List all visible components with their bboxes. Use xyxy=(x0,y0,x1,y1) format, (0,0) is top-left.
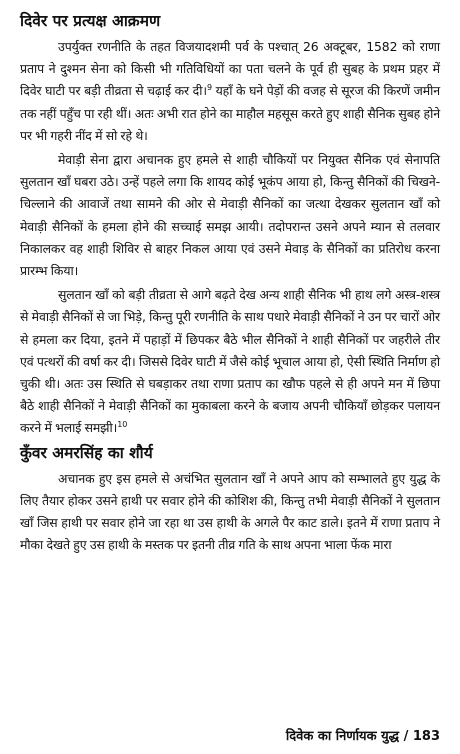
paragraph-text: मेवाड़ी सेना द्वारा अचानक हुए हमले से शाही चौकियों पर नियुक्त सैनिक एवं सेनापति सुलतान खाँ घबरा उठे। उन्हें पहले लगा कि शायद कोई भूकंप आया हो, किन्तु सैनिकों की चिखने-चिल्लाने की आवाजें तथा सामने की ओर से मेवाड़ी सैनिकों का जत्था देखकर सुलतान खाँ को मेवाड़ी सैनिकों के हमला होने की सच्चाई समझ आयी। तदोपरान्त उसने अपने म्यान से तलवार निकालकर वह शाही शिविर से बाहर निकल आया एवं उसने मेवाड़ के सैनिकों का प्रतिरोध करना प्रारम्भ किया। xyxy=(20,152,440,279)
section-heading-amarsingh-valour: कुँवर अमरसिंह का शौर्य xyxy=(20,443,153,462)
paragraph-text: अचानक हुए इस हमले से अचंभित सुलतान खाँ ने अपने आप को सम्भालते हुए युद्ध के लिए तैयार होकर उसने हाथी पर सवार होने की कोशिश की, किन्तु तभी मेवाड़ी सैनिकों ने सुलतान खाँ जिस हाथी पर सवार होने जा रहा था उस हाथी के अगले पैर काट डाले। इतने में राणा प्रताप ने मौका देखते हुए उस हाथी के मस्तक पर इतनी तीव्र गति के साथ अपना भाला फेंक मारा xyxy=(20,470,440,553)
footer-separator: / xyxy=(399,729,413,744)
page-number: 183 xyxy=(412,729,440,744)
paragraph-mewari-surprise xyxy=(20,149,440,282)
page-footer xyxy=(286,728,440,746)
section-heading-direct-attack: दिवेर पर प्रत्यक्ष आक्रमण xyxy=(20,12,161,30)
paragraph-sultan-khan-retreat xyxy=(20,284,440,439)
paragraph-text-continued: यहाँ के घने पेड़ों की वजह से सूरज की किरणें जमीन तक नहीं पहुँच पा रही थीं। अतः अभी रात होने का माहौल महसूस करते हुए शाही सैनिक सुबह होने पर भी गहरी नींद में सो रहे थे। xyxy=(20,83,440,143)
paragraph-attack-intro xyxy=(20,36,440,147)
paragraph-text: सुलतान खाँ को बड़ी तीव्रता से आगे बढ़ते देख अन्य शाही सैनिक भी हाथ लगे अस्त्र-शस्त्र से मेवाड़ी सैनिकों से जा भिड़े, किन्तु पूरी रणनीति के साथ पधारे मेवाड़ी सैनिकों ने उन पर चारों ओर से हमला कर दिया, इतने में पहाड़ों में छिपकर बैठे भील सैनिकों ने शाही सैनिकों पर जहरीले तीर एवं पत्थरों की वर्षा कर दी। जिससे दिवेर घाटी में जैसे कोई भूचाल आया हो, ऐसी स्थिति निर्माण हो चुकी थी। अतः उस स्थिति से घबड़ाकर तथा राणा प्रताप का खौफ पहले से ही अपने मन में छिपा बैठे शाही सैनिकों ने मेवाड़ी सैनिकों का मुकाबला करने के बजाय अपनी चौकियाँ छोड़कर पलायन करने में भलाई समझी। xyxy=(20,287,440,436)
paragraph-text: उपर्युक्त रणनीति के तहत विजयादशमी पर्व के पश्चात् 26 अक्टूबर, 1582 को राणा प्रताप ने दुश्मन सेना को किसी भी गतिविधियों का पता चलने के पूर्व ही सुबह के प्रथम प्रहर में दिवेर घाटी पर बड़ी तीव्रता से चढ़ाई कर दी। xyxy=(20,39,440,99)
footnote-marker: 10 xyxy=(117,420,128,430)
paragraph-elephant-attack xyxy=(20,468,440,557)
running-title: दिवेक का निर्णायक युद्ध xyxy=(285,729,400,744)
footnote-marker: 9 xyxy=(206,83,212,93)
